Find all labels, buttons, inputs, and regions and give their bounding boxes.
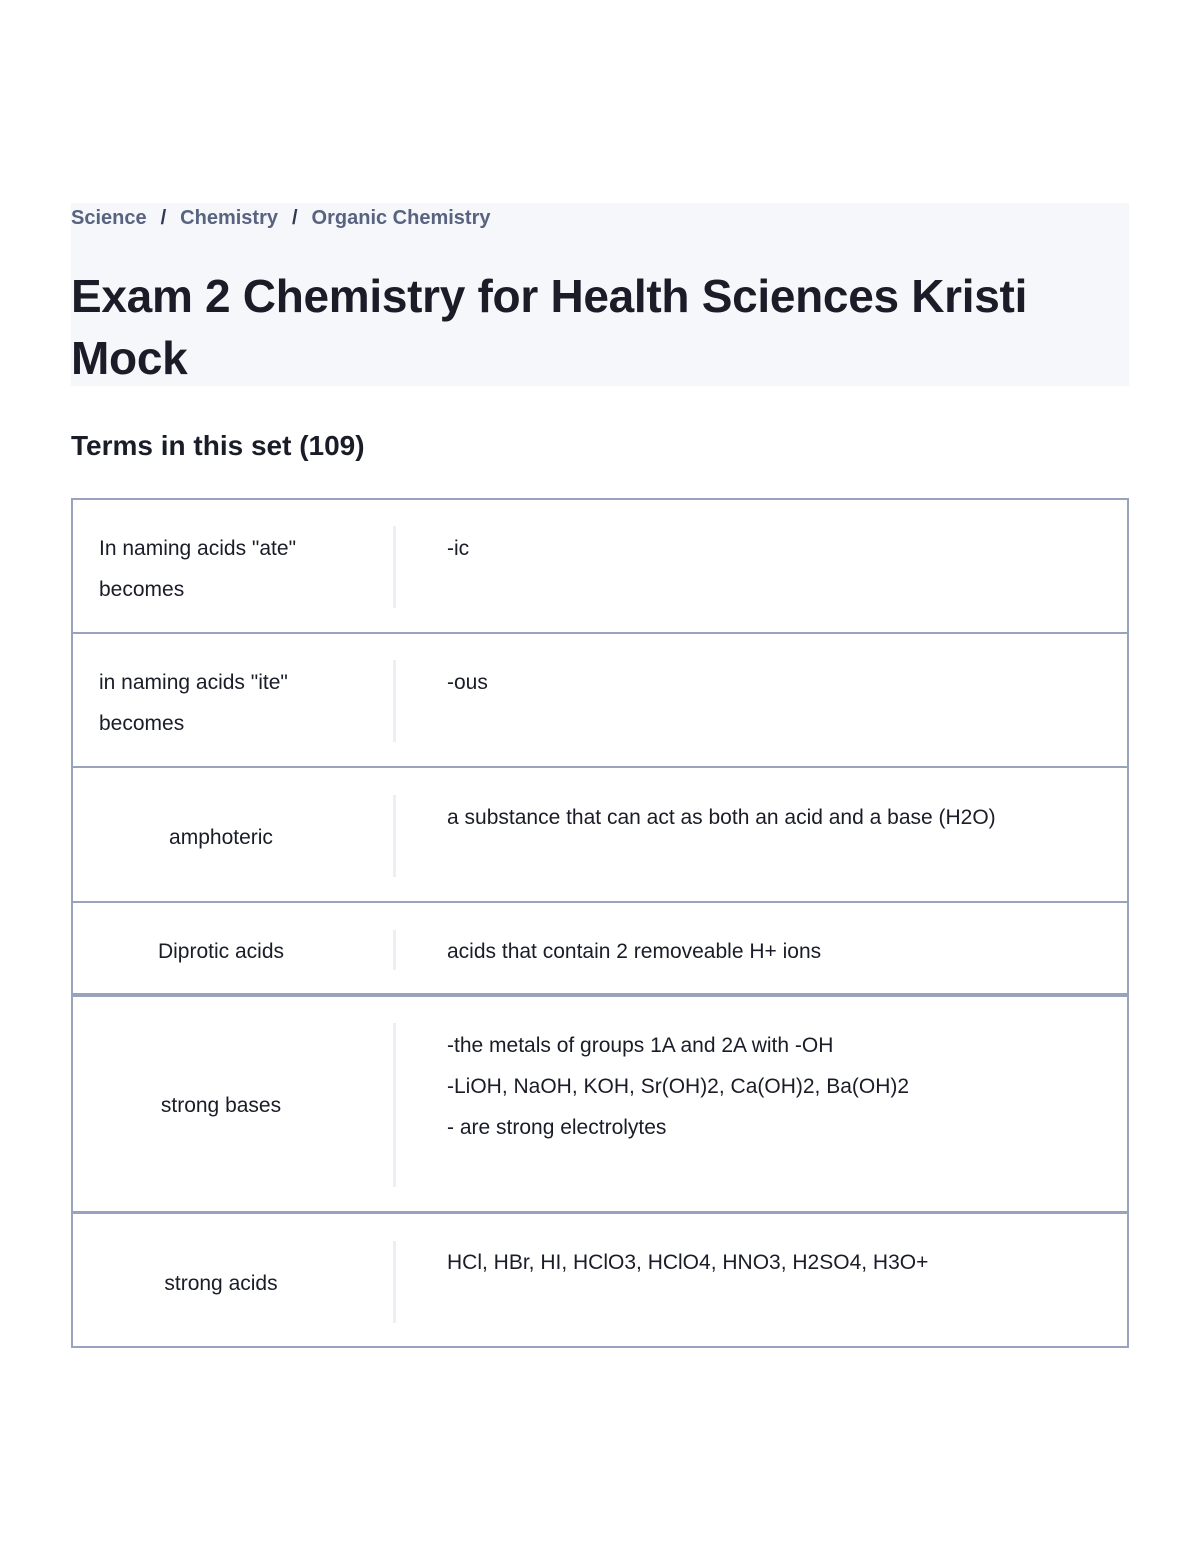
term-row: [71, 995, 1129, 1213]
definition-text: -the metals of groups 1A and 2A with -OH -LiOH, NaOH, KOH, Sr(OH)2, Ca(OH)2, Ba(OH)2 - are strong electrolytes: [447, 1034, 910, 1139]
term-text: amphoteric: [169, 826, 273, 849]
terms-heading: Terms in this set (109): [71, 430, 365, 461]
breadcrumb-link-organic-chemistry[interactable]: Organic Chemistry: [311, 207, 491, 229]
definition-text: -ous: [447, 671, 488, 694]
term-text: in naming acids "ite" becomes: [99, 671, 288, 735]
term-row: [71, 901, 1129, 995]
row-divider: [393, 795, 396, 877]
header-block: [71, 203, 1129, 386]
term-row: [71, 766, 1129, 903]
breadcrumb-link-chemistry[interactable]: Chemistry: [180, 207, 278, 229]
term-text: strong bases: [160, 1094, 282, 1117]
breadcrumb-separator: /: [291, 207, 298, 229]
row-divider: [393, 930, 396, 970]
breadcrumb-link-science[interactable]: Science: [71, 207, 147, 229]
row-divider: [393, 526, 396, 608]
term-text: In naming acids "ate" becomes: [99, 537, 297, 601]
term-row: [71, 1212, 1129, 1348]
definition-text: -ic: [447, 537, 470, 560]
term-text: Diprotic acids: [157, 940, 285, 963]
row-divider: [393, 1023, 396, 1187]
page-title: Exam 2 Chemistry for Health Sciences Kristi Mock: [71, 270, 1028, 384]
definition-text: HCl, HBr, HI, HClO3, HClO4, HNO3, H2SO4, H3O+: [447, 1251, 929, 1274]
definition-text: acids that contain 2 removeable H+ ions: [447, 940, 822, 963]
term-row: [71, 632, 1129, 768]
term-text: strong acids: [164, 1272, 278, 1295]
row-divider: [393, 1241, 396, 1323]
breadcrumb-separator: /: [160, 207, 167, 229]
breadcrumb: [71, 207, 491, 230]
term-row: [71, 498, 1129, 634]
definition-text: a substance that can act as both an acid and a base (H2O): [447, 806, 996, 829]
row-divider: [393, 660, 396, 742]
